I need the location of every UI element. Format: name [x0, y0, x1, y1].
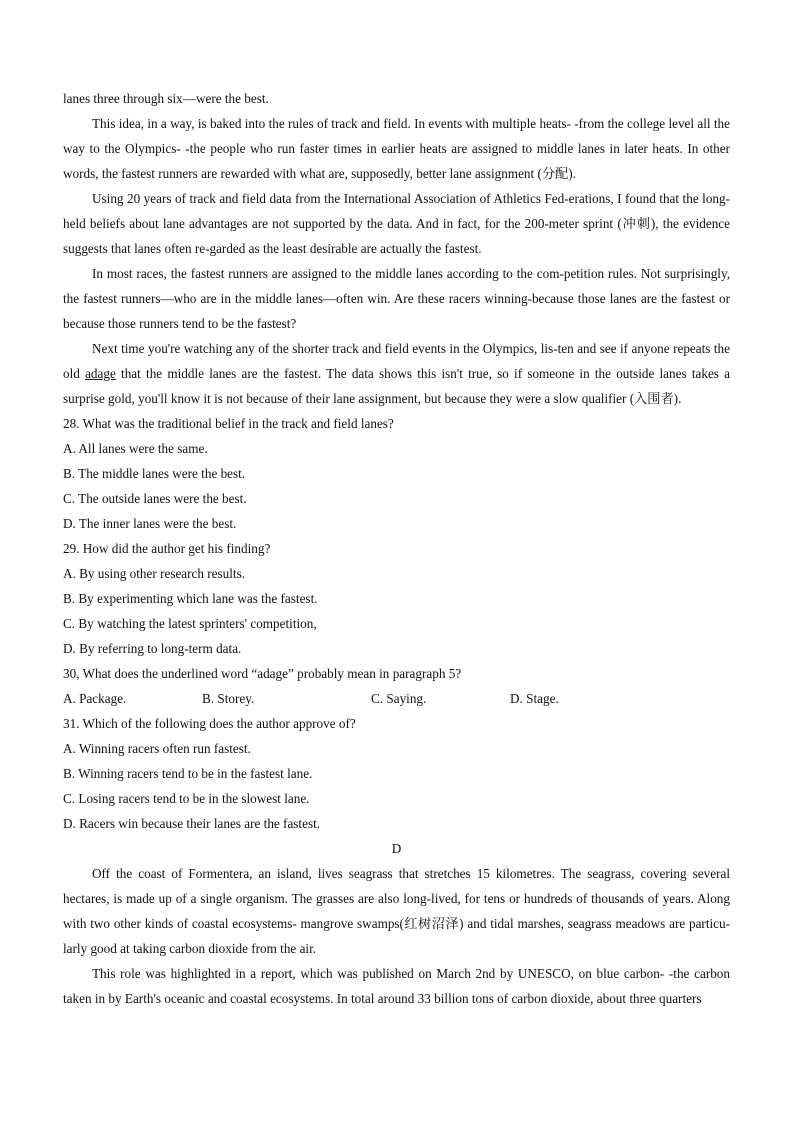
paragraph-5-text-before: Next time you're watching any of the shorter track and field events in the Olympics, lis-ten and see if anyone repeats the old — [63, 341, 730, 381]
options-row — [63, 686, 730, 711]
option-b: B. By experimenting which lane was the fastest. — [63, 591, 318, 606]
option-a: A. Winning racers often run fastest. — [63, 741, 251, 756]
question-29 — [63, 536, 730, 661]
paragraph-5-text-after: that the middle lanes are the fastest. The data shows this isn't true, so if someone in the outside lanes takes a surprise gold, you'll know it is not because of their lane assignment, but because they were a slow qualifier (入围者). — [63, 366, 730, 406]
option-b: B. Storey. — [202, 691, 255, 706]
question-stem: 30, What does the underlined word “adage” probably mean in paragraph 5? — [63, 666, 462, 681]
paragraph-3: Using 20 years of track and field data from the International Association of Athletics Fed-erations, I found that the long-held beliefs about lane advantages are not supported by the data. And in fact, for the 200-meter sprint (冲刺), the evidence suggests that lanes often re-garded as the least desirable are actually the fastest. — [63, 191, 730, 256]
paragraph-5 — [63, 336, 730, 411]
option-d: D. Stage. — [510, 691, 559, 706]
section-heading-d: D — [391, 841, 402, 856]
option-d: D. Racers win because their lanes are the fastest. — [63, 816, 321, 831]
question-stem: 28. What was the traditional belief in the track and field lanes? — [63, 416, 394, 431]
option-a: A. Package. — [63, 691, 127, 706]
option-b: B. Winning racers tend to be in the fastest lane. — [63, 766, 313, 781]
option-a: A. By using other research results. — [63, 566, 246, 581]
paragraph-d2: This role was highlighted in a report, which was published on March 2nd by UNESCO, on blue carbon- -the carbon taken in by Earth's oceanic and coastal ecosystems. In total around 33 billion tons of carbon dioxide, about three quarters — [63, 966, 730, 1006]
question-31 — [63, 711, 730, 836]
paragraph-continuation: lanes three through six—were the best. — [63, 91, 269, 106]
option-d: D. The inner lanes were the best. — [63, 516, 237, 531]
option-a: A. All lanes were the same. — [63, 441, 208, 456]
option-c: C. Losing racers tend to be in the slowest lane. — [63, 791, 310, 806]
question-30 — [63, 661, 730, 711]
paragraph-d1: Off the coast of Formentera, an island, lives seagrass that stretches 15 kilometres. The seagrass, covering several hectares, is made up of a single organism. The grasses are also long-lived, for tens or hundreds of thousands of years. Along with two other kinds of coastal ecosystems- mangrove swamps(红树沼泽) and tidal marshes, seagrass meadows are particu-larly good at taking carbon dioxide from the air. — [63, 866, 730, 956]
option-b: B. The middle lanes were the best. — [63, 466, 246, 481]
question-28 — [63, 411, 730, 536]
paragraph-2: This idea, in a way, is baked into the rules of track and field. In events with multiple heats- -from the college level all the way to the Olympics- -the people who run faster times in earlier heats are assigned to middle lanes in later heats. In other words, the fastest runners are rewarded with what are, supposedly, better lane assignment (分配). — [63, 116, 730, 181]
option-c: C. The outside lanes were the best. — [63, 491, 247, 506]
option-c: C. By watching the latest sprinters' competition, — [63, 616, 317, 631]
option-c: C. Saying. — [371, 691, 427, 706]
question-stem: 31. Which of the following does the author approve of? — [63, 716, 356, 731]
paragraph-4: In most races, the fastest runners are assigned to the middle lanes according to the com-petition rules. Not surprisingly, the fastest runners—who are in the middle lanes—often win. Are these racers winning-because those lanes are the fastest or because those runners tend to be the fastest? — [63, 266, 730, 331]
document-page — [63, 86, 730, 1011]
underlined-word-adage: adage — [85, 366, 116, 381]
question-stem: 29. How did the author get his finding? — [63, 541, 271, 556]
option-d: D. By referring to long-term data. — [63, 641, 242, 656]
